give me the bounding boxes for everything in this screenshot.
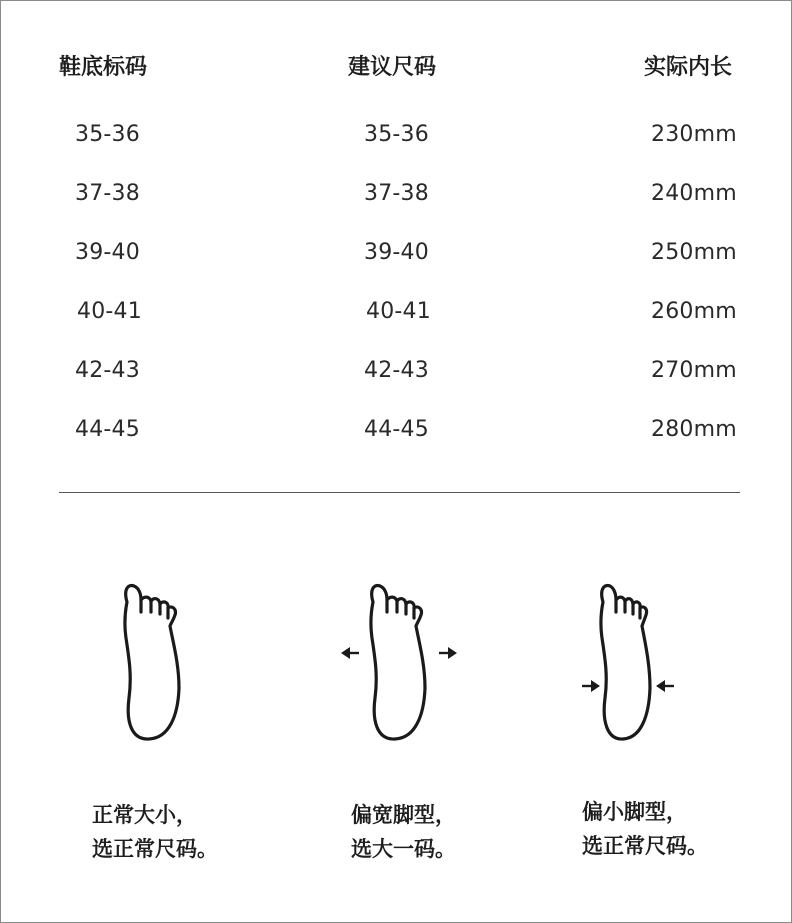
table-cell-sole: 42-43 [75, 358, 140, 383]
caption-line: 选大一码。 [351, 837, 456, 861]
normal-foot-icon [101, 576, 211, 751]
table-cell-suggested: 42-43 [364, 358, 429, 383]
table-cell-suggested: 44-45 [364, 417, 429, 442]
table-cell-suggested: 40-41 [366, 299, 431, 324]
header-inner-length: 实际内长 [644, 55, 733, 80]
table-cell-suggested: 39-40 [364, 240, 429, 265]
caption-line: 偏宽脚型， [351, 803, 456, 827]
table-cell-length: 240mm [651, 181, 737, 206]
section-divider [59, 492, 740, 493]
caption-line: 正常大小， [92, 803, 197, 827]
wide-foot-icon [339, 576, 464, 751]
table-cell-suggested: 37-38 [364, 181, 429, 206]
header-suggested-size: 建议尺码 [348, 55, 437, 80]
caption-line: 偏小脚型， [582, 800, 687, 824]
normal-foot-caption [92, 798, 218, 866]
table-cell-sole: 39-40 [75, 240, 140, 265]
table-cell-sole: 44-45 [75, 417, 140, 442]
narrow-foot-icon [579, 576, 679, 751]
table-cell-length: 250mm [651, 240, 737, 265]
table-cell-length: 230mm [651, 122, 737, 147]
table-cell-length: 280mm [651, 417, 737, 442]
caption-line: 选正常尺码。 [92, 837, 218, 861]
table-cell-sole: 40-41 [77, 299, 142, 324]
caption-line: 选正常尺码。 [582, 834, 708, 858]
table-cell-length: 260mm [651, 299, 737, 324]
table-cell-sole: 35-36 [75, 122, 140, 147]
header-sole-size: 鞋底标码 [59, 55, 148, 80]
table-cell-sole: 37-38 [75, 181, 140, 206]
table-cell-length: 270mm [651, 358, 737, 383]
wide-foot-caption [351, 798, 456, 866]
narrow-foot-caption [582, 795, 708, 863]
table-cell-suggested: 35-36 [364, 122, 429, 147]
